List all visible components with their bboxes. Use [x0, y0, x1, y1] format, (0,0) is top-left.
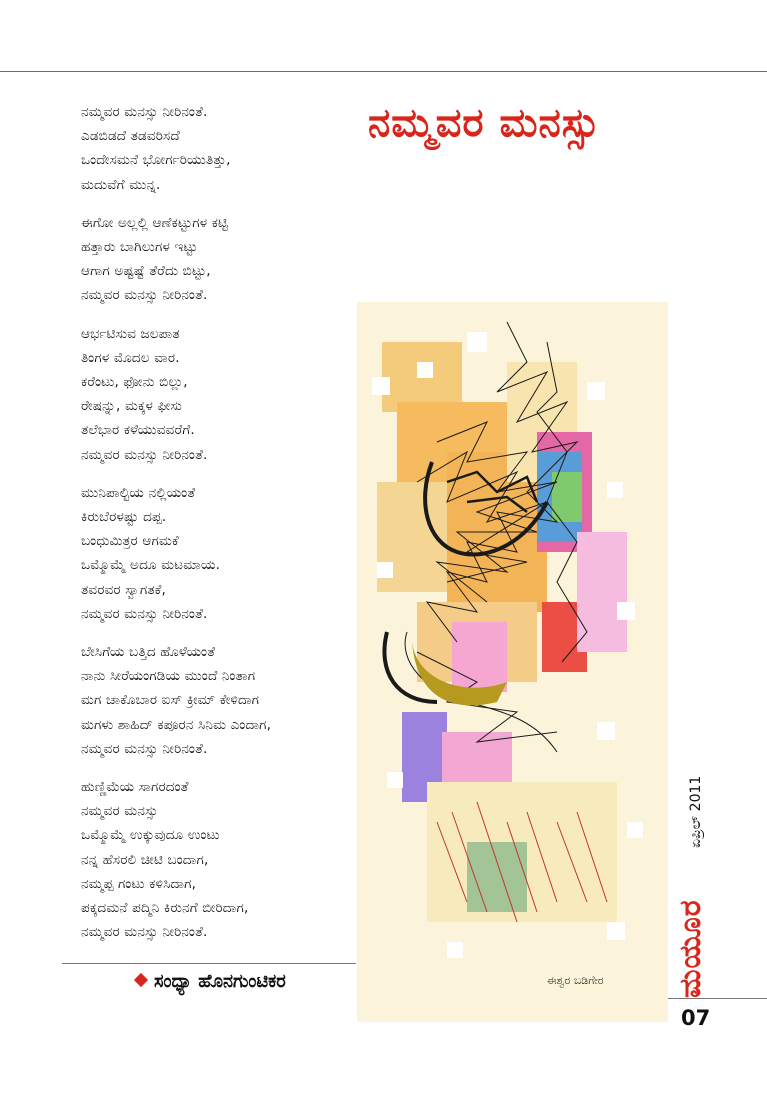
poem-line: ಮುನಿಪಾಲ್ಟಿಯ ನಲ್ಲಿಯಂತೆ — [81, 484, 196, 501]
page-number: 07 — [681, 1006, 711, 1030]
author-name: ಸಂಧ್ಯಾ ಹೊನಗುಂಟಿಕರ — [154, 971, 286, 992]
poem-line: ಕರೆಂಟು, ಫೋನು ಬಿಲ್ಲು, — [81, 374, 188, 391]
poem-line: ಹತ್ತಾರು ಬಾಗಿಲುಗಳ ಇಟ್ಟು — [81, 239, 198, 256]
poem-stanza — [81, 100, 356, 197]
poem-line: ಬಂಧುಮಿತ್ರರ ಆಗಮಕೆ — [81, 533, 179, 550]
poem-line: ಕಿರುಬೆರಳಷ್ಟು ದಪ್ಪ. — [81, 509, 167, 526]
poem-line: ನಮ್ಮಪ್ಪ ಗಂಟು ಕಳಿಸಿದಾಗ, — [81, 875, 197, 892]
poem-line: ನಮ್ಮವರ ಮನಸ್ಸು ನೀರಿನಂತೆ. — [81, 287, 208, 304]
poem-line: ನಾನು ಸೀರೆಯಂಗಡಿಯ ಮುಂದೆ ನಿಂತಾಗ — [81, 668, 256, 685]
poem-line: ಹುಣ್ಣಿಮೆಯ ಸಾಗರದಂತೆ — [81, 779, 189, 796]
poem-stanza — [81, 481, 356, 626]
poem-line: ನಮ್ಮವರ ಮನಸ್ಸು ನೀರಿನಂತೆ. — [81, 740, 208, 757]
poem-line: ಒಂದೇಸಮನೆ ಭೋರ್ಗರಿಯುತಿತ್ತು, — [81, 152, 231, 169]
poem-line: ನಮ್ಮವರ ಮನಸ್ಸು ನೀರಿನಂತೆ. — [81, 446, 208, 463]
poem-line: ಪಕ್ಕದಮನೆ ಪದ್ಮಿನಿ ಕಿರುನಗೆ ಬೀರಿದಾಗ, — [81, 900, 249, 917]
poem-line: ನಮ್ಮವರ ಮನಸ್ಸು ನೀರಿನಂತೆ. — [81, 605, 208, 622]
poem-line: ಆಗಾಗ ಅಷ್ಟಷ್ಟೆ ತೆರೆದು ಬಿಟ್ಟು, — [81, 263, 211, 280]
poem-line: ನನ್ನ ಹೆಸರಲಿ ಚೀಟಿ ಬಂದಾಗ, — [81, 851, 209, 868]
poem-line: ಒಮ್ಮೊಮ್ಮೆ ಉಕ್ಕುವುದೂ ಉಂಟು — [81, 827, 220, 844]
poem-line: ಆರ್ಭಟಿಸುವ ಜಲಪಾತ — [81, 325, 180, 342]
poem-stanza — [81, 775, 356, 944]
poem-title: ನಮ್ಮವರ ಮನಸ್ಸು — [368, 100, 601, 146]
poem-line: ಮದುವೆಗೆ ಮುನ್ನ. — [81, 176, 161, 193]
magazine-name: ಮಯೂರ — [673, 899, 708, 998]
poem-body — [81, 100, 356, 959]
poem-line: ಬೇಸಿಗೆಯ ಬತ್ತಿದ ಹೊಳೆಯಂತೆ — [81, 644, 216, 661]
poem-line: ಮಗ ಚಾಕೊಬಾರ ಐಸ್ ಕ್ರೀಮ್ ಕೇಳಿದಾಗ — [81, 692, 260, 709]
poem-line: ನಮ್ಮವರ ಮನಸ್ಸು — [81, 803, 158, 820]
top-rule — [0, 71, 767, 72]
poem-line: ಈಗೋ ಅಲ್ಲಲ್ಲಿ ಆಣೆಕಟ್ಟುಗಳ ಕಟ್ಟಿ — [81, 214, 228, 231]
poem-line: ತವರವರ ಸ್ವಾಗತಕೆ, — [81, 581, 166, 598]
diamond-bullet-icon — [134, 973, 148, 987]
poem-stanza — [81, 640, 356, 761]
poem-line: ಎಡಬಿಡದೆ ತಡವರಿಸದೆ — [81, 128, 180, 145]
poem-line: ಮಗಳು ಶಾಹಿದ್ ಕಪೂರನ ಸಿನಿಮ ಎಂದಾಗ, — [81, 716, 272, 733]
issue-date: ಏಪ್ರಿಲ್ 2011 — [688, 775, 704, 848]
illustration-art — [357, 302, 668, 1022]
poem-line: ರೇಷನ್ನು, ಮಕ್ಕಳ ಫೀಸು — [81, 398, 182, 415]
author-byline — [136, 971, 286, 992]
author-divider — [62, 963, 356, 964]
poem-line: ತಿಂಗಳ ಮೊದಲ ವಾರ. — [81, 349, 180, 366]
poem-line: ತಲೆಭಾರ ಕಳೆಯುವವರೆಗೆ. — [81, 422, 195, 439]
poem-line: ಒಮ್ಮೊಮ್ಮೆ ಅದೂ ಮಟಮಾಯ. — [81, 557, 221, 574]
poem-stanza — [81, 322, 356, 467]
poem-line: ನಮ್ಮವರ ಮನಸ್ಸು ನೀರಿನಂತೆ. — [81, 104, 208, 120]
illustration — [357, 302, 668, 1022]
artist-credit: ಈಶ್ವರ ಬಡಿಗೇರ — [547, 974, 604, 987]
poem-line: ನಮ್ಮವರ ಮನಸ್ಸು ನೀರಿನಂತೆ. — [81, 924, 208, 941]
poem-stanza — [81, 211, 356, 308]
footer-rule — [668, 998, 767, 999]
